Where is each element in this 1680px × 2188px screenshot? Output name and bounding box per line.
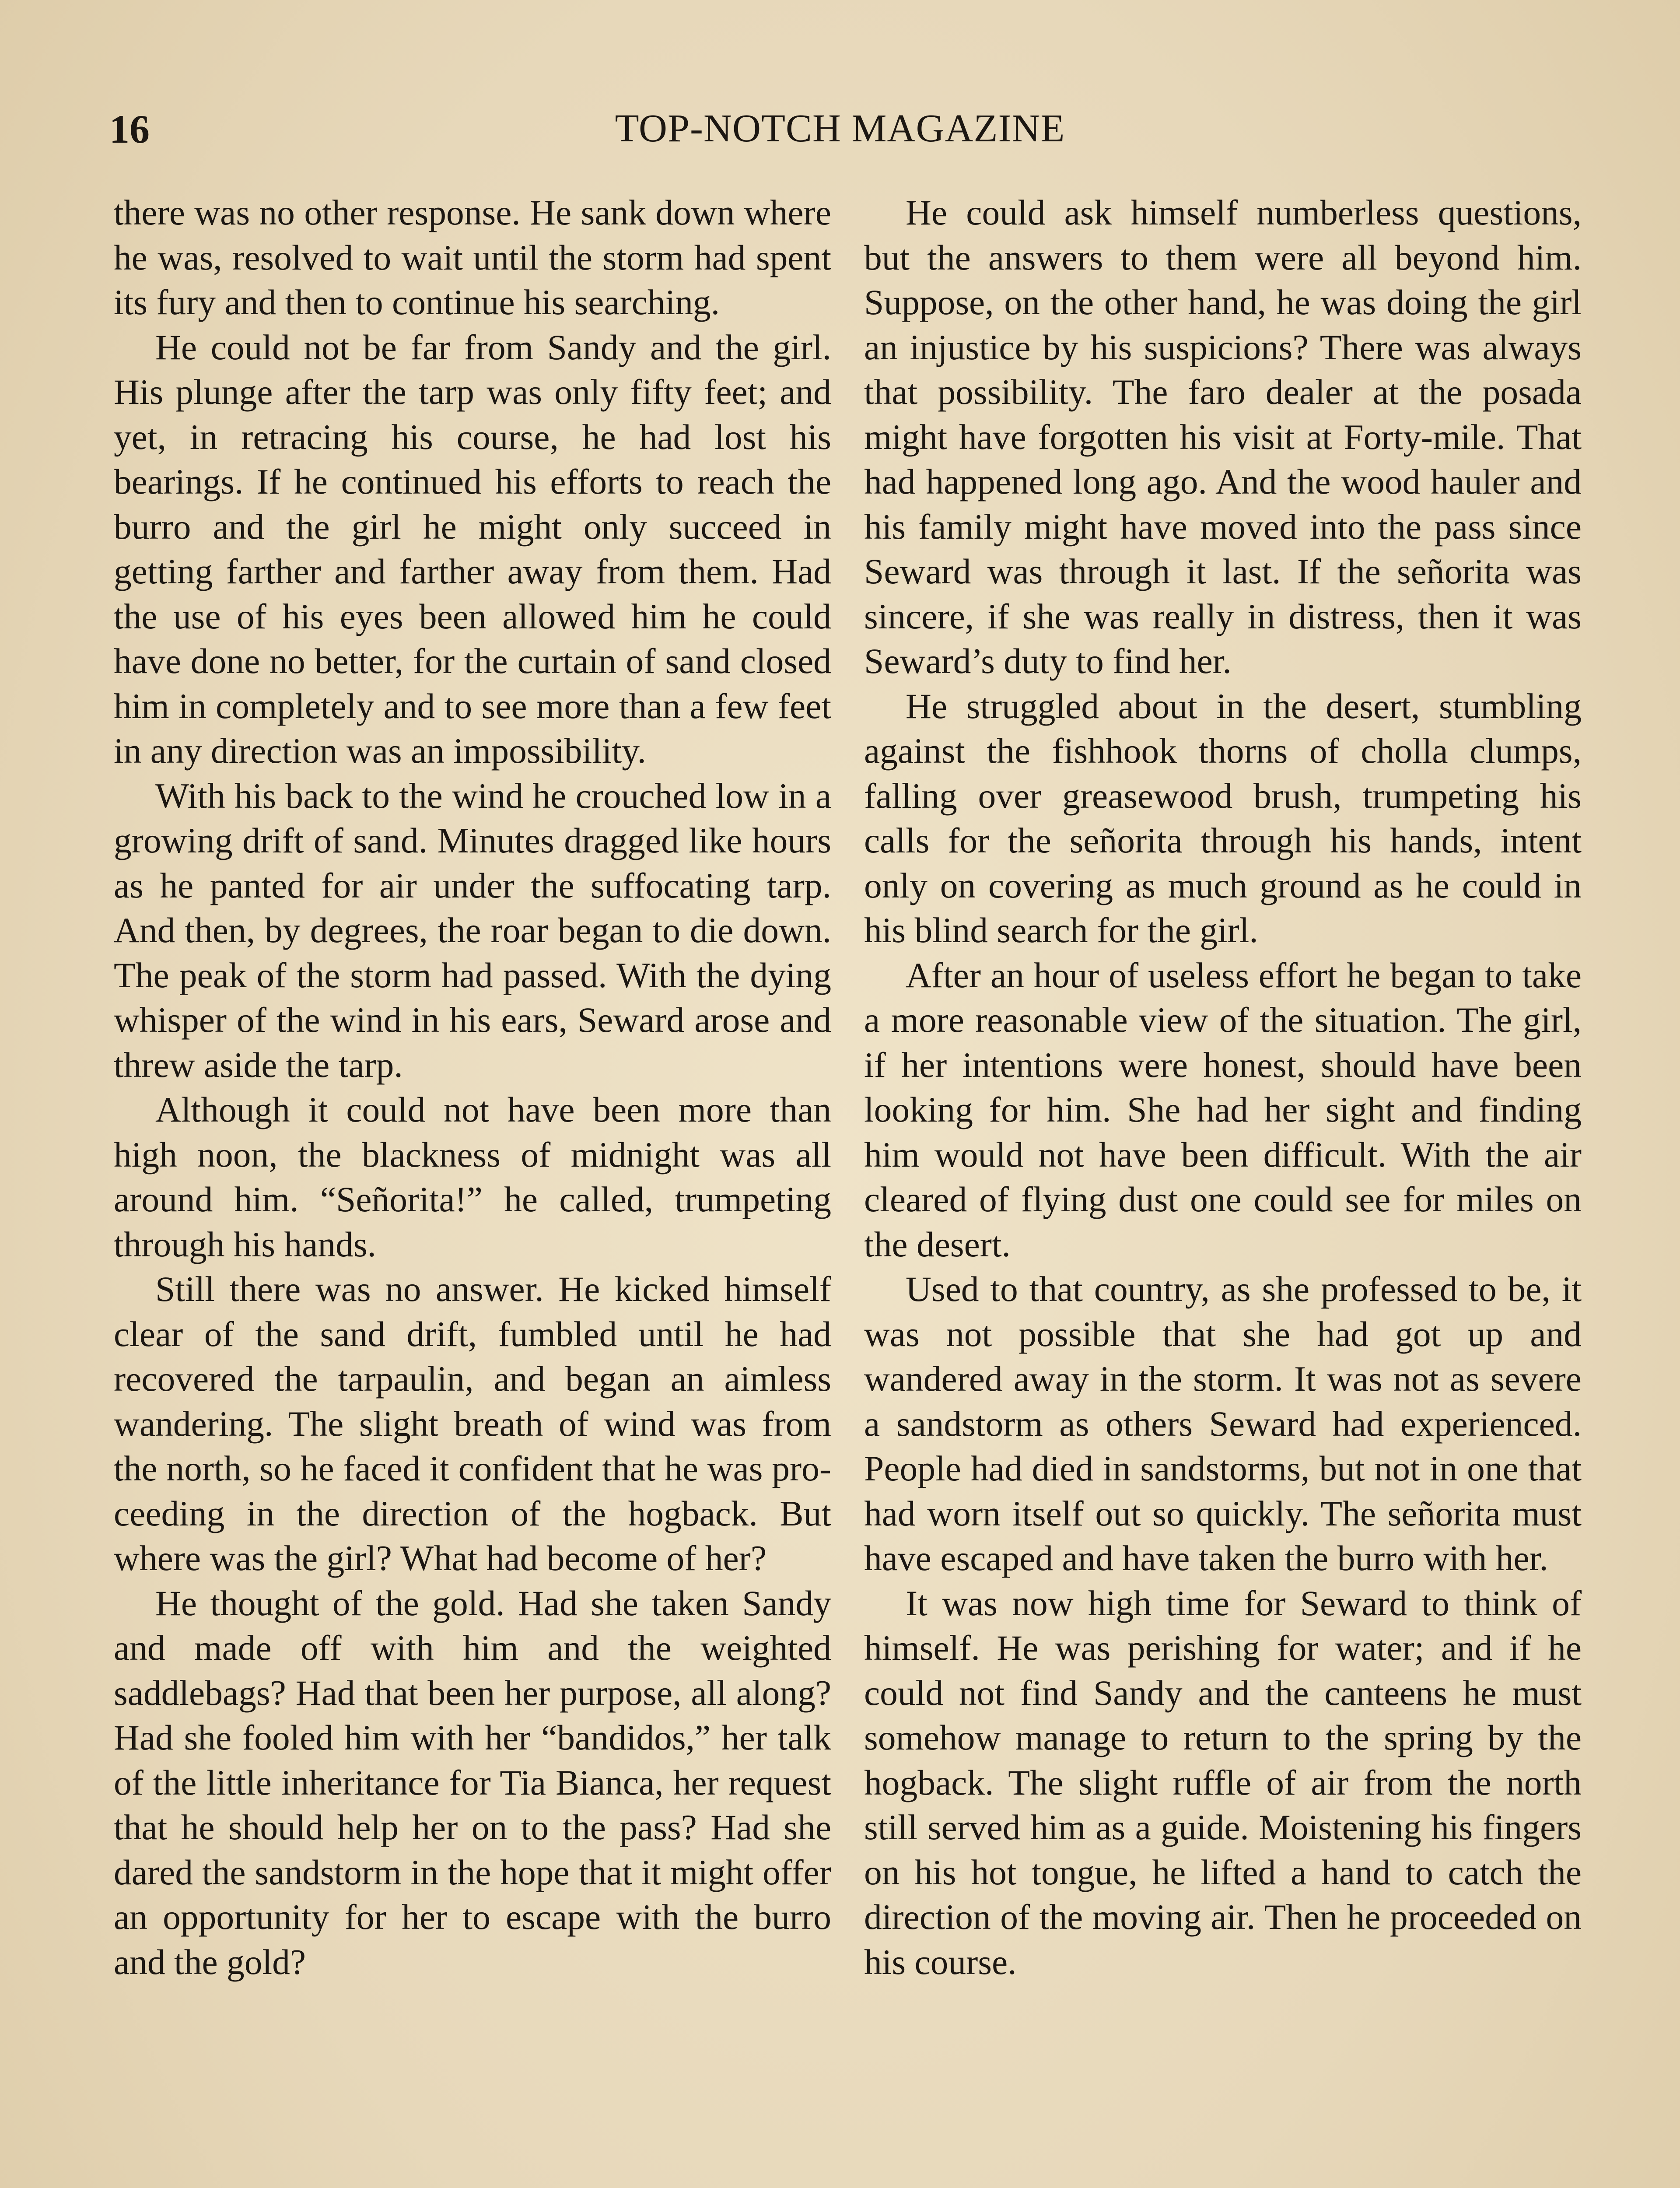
running-head-title: TOP-NOTCH MAGAZINE (615, 107, 1065, 150)
left-column (114, 190, 831, 1985)
paragraph: He could ask himself numberless questions, but the answers to them were all beyond him. Suppose, on the other hand, he was doing the girl an injustice by his suspicions? There was always that possibility. The faro dealer at the posada might have forgotten his visit at Forty-mile. That had happened long ago. And the wood hauler and his family might have moved into the pass since Seward was through it last. If the señorita was sincere, if she was really in distress, then it was Seward’s duty to find her. (864, 193, 1582, 681)
paragraph: Still there was no answer. He kicked himself clear of the sand drift, fumbled until he had recovered the tarpaulin, and began an aimless wandering. The slight breath of wind was from the north, so he faced it confident that he was proceeding in the direction of the hogback. But where was the girl? What had become of her? (114, 1269, 831, 1578)
paragraph: Although it could not have been more than high noon, the blackness of midnight was all around him. “Señorita!” he called, trumpeting through his hands. (114, 1090, 831, 1264)
paragraph: After an hour of useless effort he began to take a more reasonable view of the situation. The girl, if her intentions were honest, should have been looking for him. She had her sight and finding him would not have been difficult. With the air cleared of flying dust one could see for miles on the desert. (864, 955, 1582, 1264)
page-header (109, 105, 1571, 166)
paragraph: He thought of the gold. Had she taken Sandy and made off with him and the weighted saddlebags? Had that been her purpose, all along? Had she fooled him with her “bandidos,” her talk of the little inheritance for Tia Bianca, her request that he should help her on to the pass? Had she dared the sandstorm in the hope that it might offer an opportunity for her to escape with the burro and the gold? (114, 1583, 831, 1982)
paragraph: He could not be far from Sandy and the girl. His plunge after the tarp was only fifty feet; and yet, in retracing his course, he had lost his bearings. If he continued his efforts to reach the burro and the girl he might only succeed in getting farther and farther away from them. Had the use of his eyes been allowed him he could have done no better, for the curtain of sand closed him in completely and to see more than a few feet in any direction was an impossibility. (114, 327, 831, 771)
paragraph: With his back to the wind he crouched low in a growing drift of sand. Minutes dragged like hours as he panted for air under the suffocating tarp. And then, by degrees, the roar began to die down. The peak of the storm had passed. With the dying whisper of the wind in his ears, Seward arose and threw aside the tarp. (114, 775, 831, 1085)
paragraph: there was no other response. He sank down where he was, resolved to wait until the storm had spent its fury and then to continue his searching. (114, 193, 831, 322)
paragraph: Used to that country, as she professed to be, it was not possible that she had got up and wandered away in the storm. It was not as severe a sandstorm as others Seward had experienced. People had died in sandstorms, but not in one that had worn itself out so quickly. The señorita must have escaped and have taken the burro with her. (864, 1269, 1582, 1578)
page-number: 16 (109, 107, 150, 151)
paragraph: It was now high time for Seward to think of himself. He was perishing for water; and if he could not find Sandy and the canteens he must somehow manage to return to the spring by the hogback. The slight ruffle of air from the north still served him as a guide. Moistening his fingers on his hot tongue, he lifted a hand to catch the direction of the moving air. Then he proceeded on his course. (864, 1583, 1582, 1982)
paragraph: He struggled about in the desert, stumbling against the fishhook thorns of cholla clumps, falling over greasewood brush, trumpeting his calls for the señorita through his hands, intent only on covering as much ground as he could in his blind search for the girl. (864, 686, 1582, 950)
right-column (864, 190, 1582, 1985)
